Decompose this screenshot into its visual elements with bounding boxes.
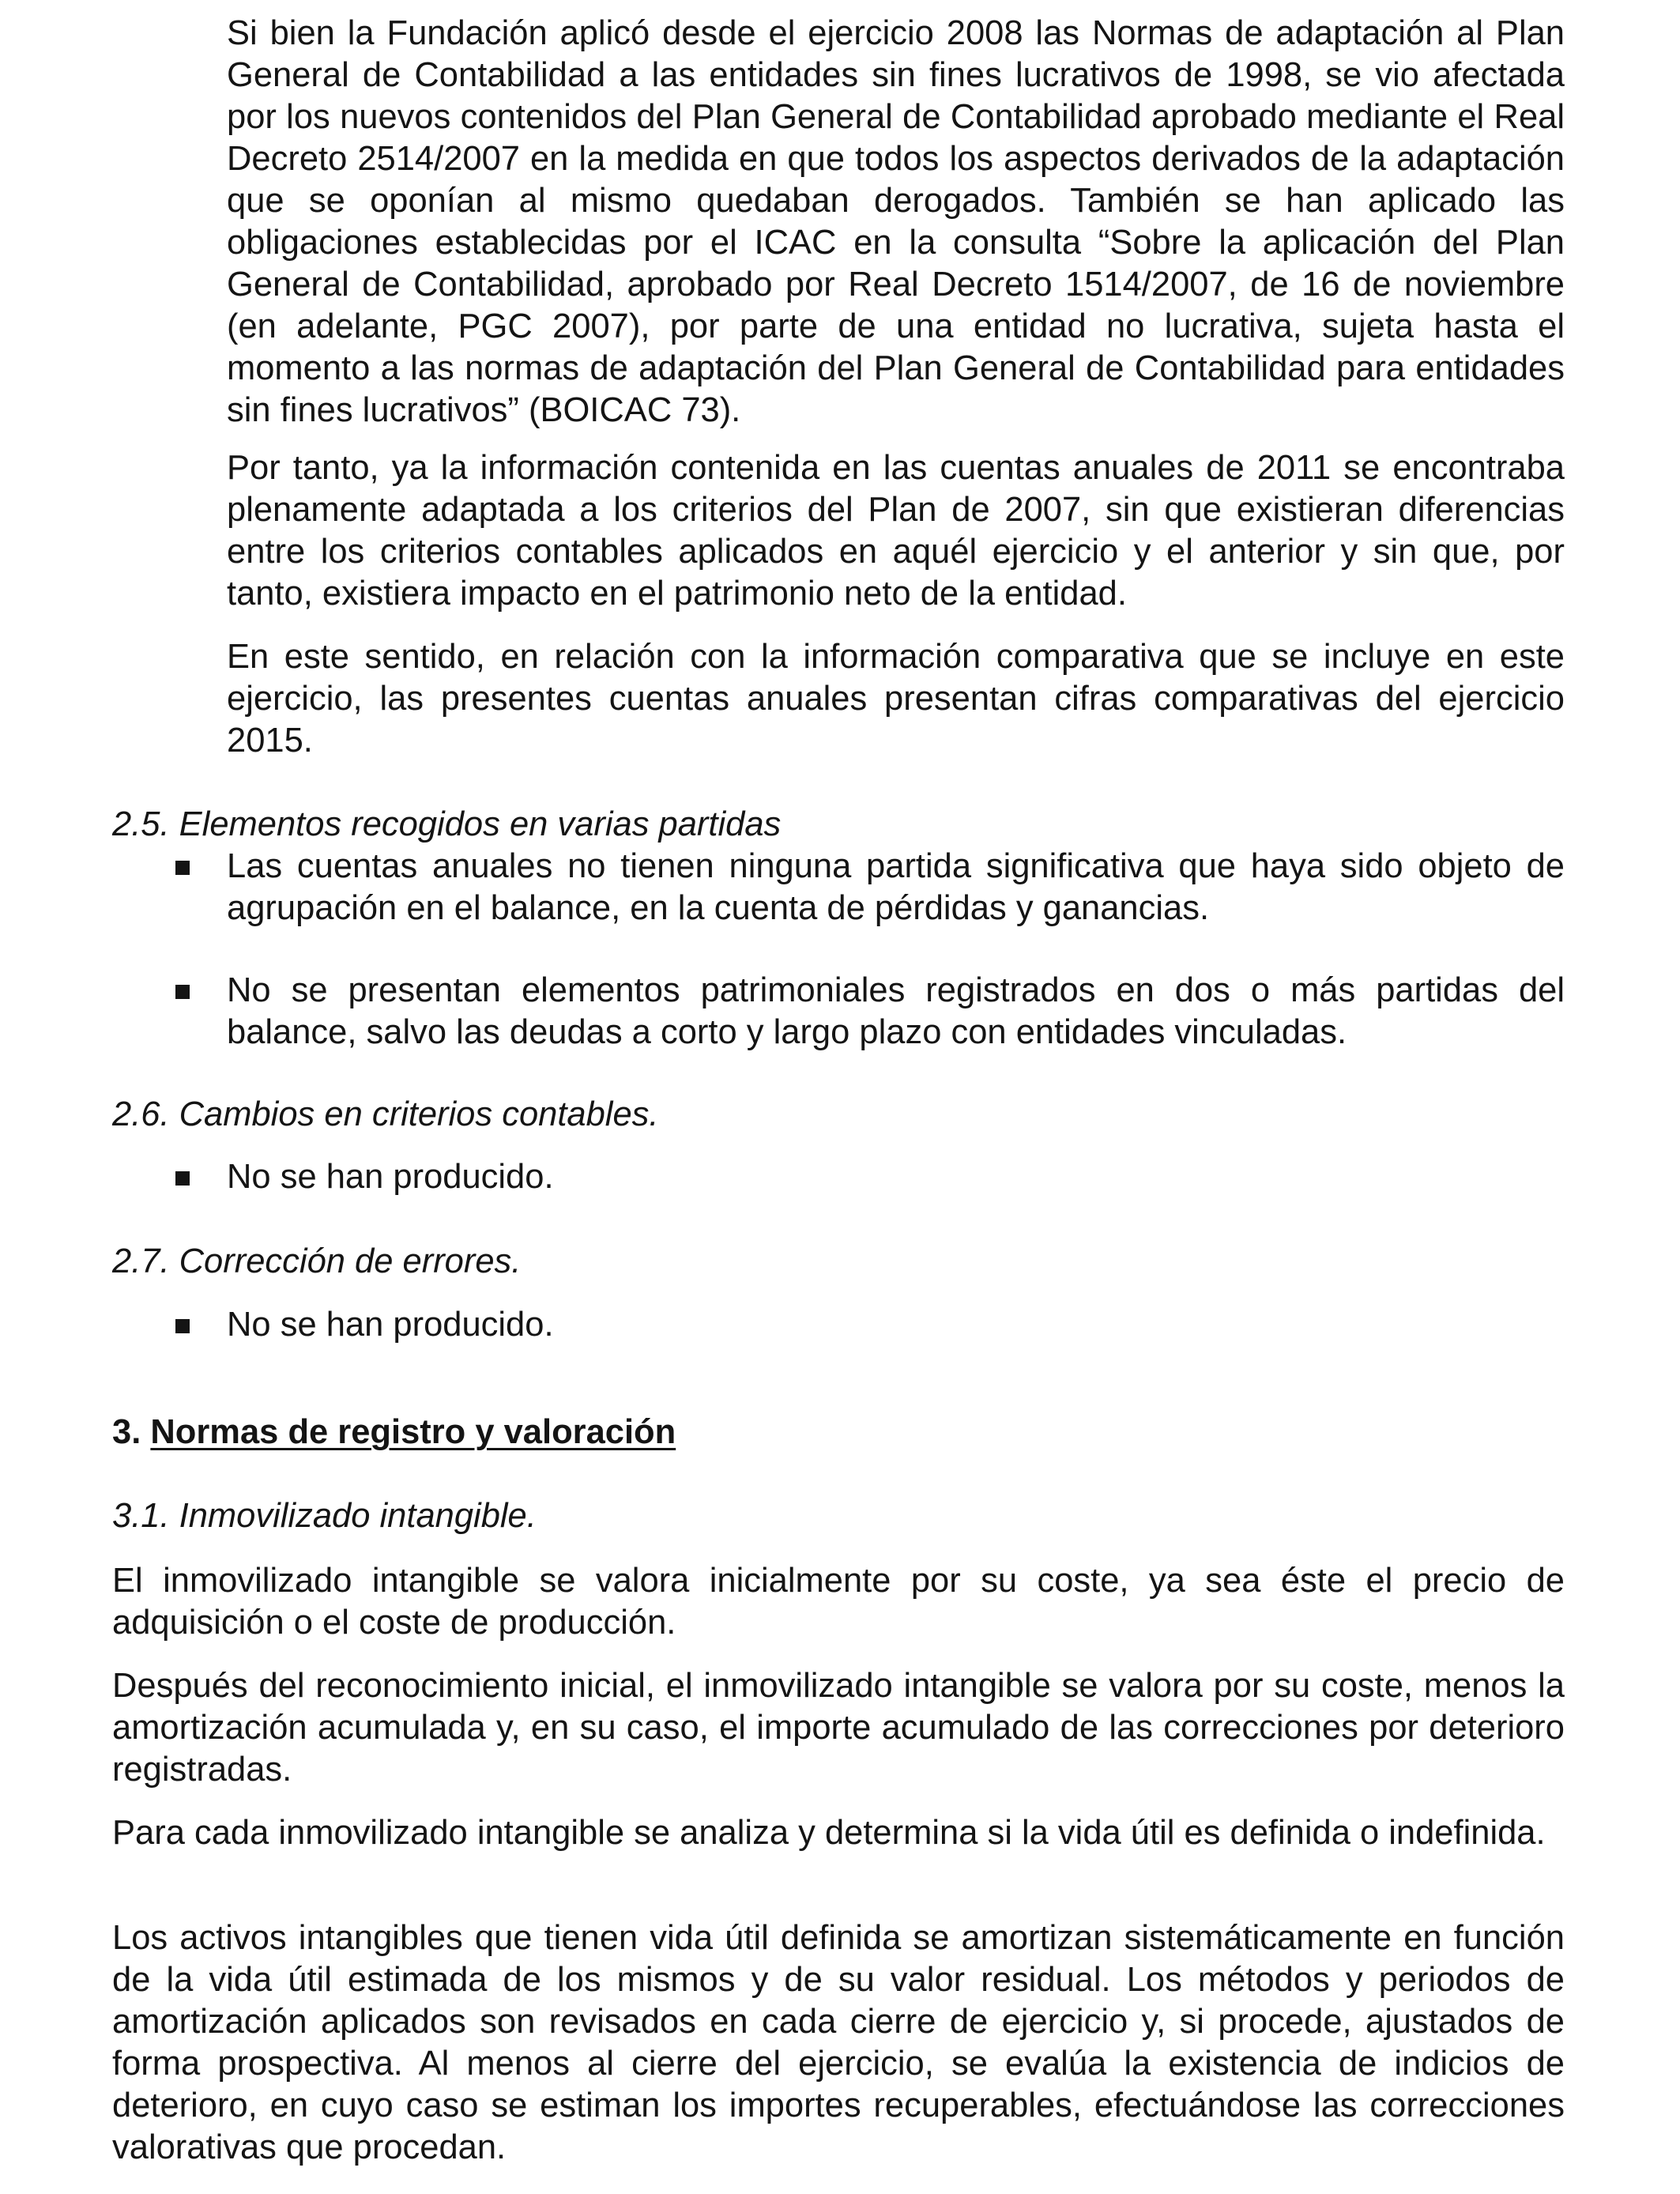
square-bullet-icon <box>175 861 190 875</box>
bullet-text: No se han producido. <box>227 1158 554 1196</box>
bullet-text: Las cuentas anuales no tienen ninguna partida significativa que haya sido objeto de agrupación en el balance, en la cuenta de pérdidas y ganancias. <box>227 847 1565 927</box>
bullet-text: No se han producido. <box>227 1306 554 1344</box>
intro-paragraph-1: Si bien la Fundación aplicó desde el ejercicio 2008 las Normas de adaptación al Plan General de Contabilidad a las entidades sin fines lucrativos de 1998, se vio afectada por los nuevos contenidos del Plan General de Contabilidad aprobado mediante el Real Decreto 2514/2007 en la medida en que todos los aspectos derivados de la adaptación que se oponían al mismo quedaban derogados. También se han aplicado las obligaciones establecidas por el ICAC en la consulta “Sobre la aplicación del Plan General de Contabilidad, aprobado por Real Decreto 1514/2007, de 16 de noviembre (en adelante, PGC 2007), por parte de una entidad no lucrativa, sujeta hasta el momento a las normas de adaptación del Plan General de Contabilidad para entidades sin fines lucrativos” (BOICAC 73). <box>227 14 1565 429</box>
section-3-1-paragraph-2: Después del reconocimiento inicial, el inmovilizado intangible se valora por su coste, menos la amortización acumulada y, en su caso, el importe acumulado de las correcciones por deterioro registradas. <box>112 1667 1565 1789</box>
section-2-7-heading: 2.7. Corrección de errores. <box>112 1242 522 1280</box>
square-bullet-icon <box>175 1319 190 1333</box>
bullet-text: No se presentan elementos patrimoniales registrados en dos o más partidas del balance, salvo las deudas a corto y largo plazo con entidades vinculadas. <box>227 971 1565 1051</box>
section-3-1-paragraph-3: Para cada inmovilizado intangible se analiza y determina si la vida útil es definida o indefinida. <box>112 1814 1546 1852</box>
section-3-1-paragraph-1: El inmovilizado intangible se valora inicialmente por su coste, ya sea éste el precio de adquisición o el coste de producción. <box>112 1562 1565 1642</box>
section-2-6-heading: 2.6. Cambios en criterios contables. <box>112 1095 659 1133</box>
intro-paragraph-2: Por tanto, ya la información contenida en las cuentas anuales de 2011 se encontraba plenamente adaptada a los criterios del Plan de 2007, sin que existieran diferencias entre los criterios contables aplicados en aquél ejercicio y el anterior y sin que, por tanto, existiera impacto en el patrimonio neto de la entidad. <box>227 449 1565 613</box>
section-2-5-heading: 2.5. Elementos recogidos en varias partidas <box>112 805 782 843</box>
section-3-1-paragraph-4: Los activos intangibles que tienen vida útil definida se amortizan sistemáticamente en función de la vida útil estimada de los mismos y de su valor residual. Los métodos y periodos de amortización aplicados son revisados en cada cierre de ejercicio y, si procede, ajustados de forma prospectiva. Al menos al cierre del ejercicio, se evalúa la existencia de indicios de deterioro, en cuyo caso se estiman los importes recuperables, efectuándose las correcciones valorativas que procedan. <box>112 1919 1565 2166</box>
section-3-title-text: Normas de registro y valoración <box>150 1413 676 1451</box>
section-3-number: 3. <box>112 1413 141 1451</box>
section-3-1-heading: 3.1. Inmovilizado intangible. <box>112 1497 537 1535</box>
section-3-title <box>112 1412 676 1453</box>
square-bullet-icon <box>175 1171 190 1186</box>
square-bullet-icon <box>175 985 190 999</box>
intro-paragraph-3: En este sentido, en relación con la información comparativa que se incluye en este ejercicio, las presentes cuentas anuales presentan cifras comparativas del ejercicio 2015. <box>227 638 1565 760</box>
